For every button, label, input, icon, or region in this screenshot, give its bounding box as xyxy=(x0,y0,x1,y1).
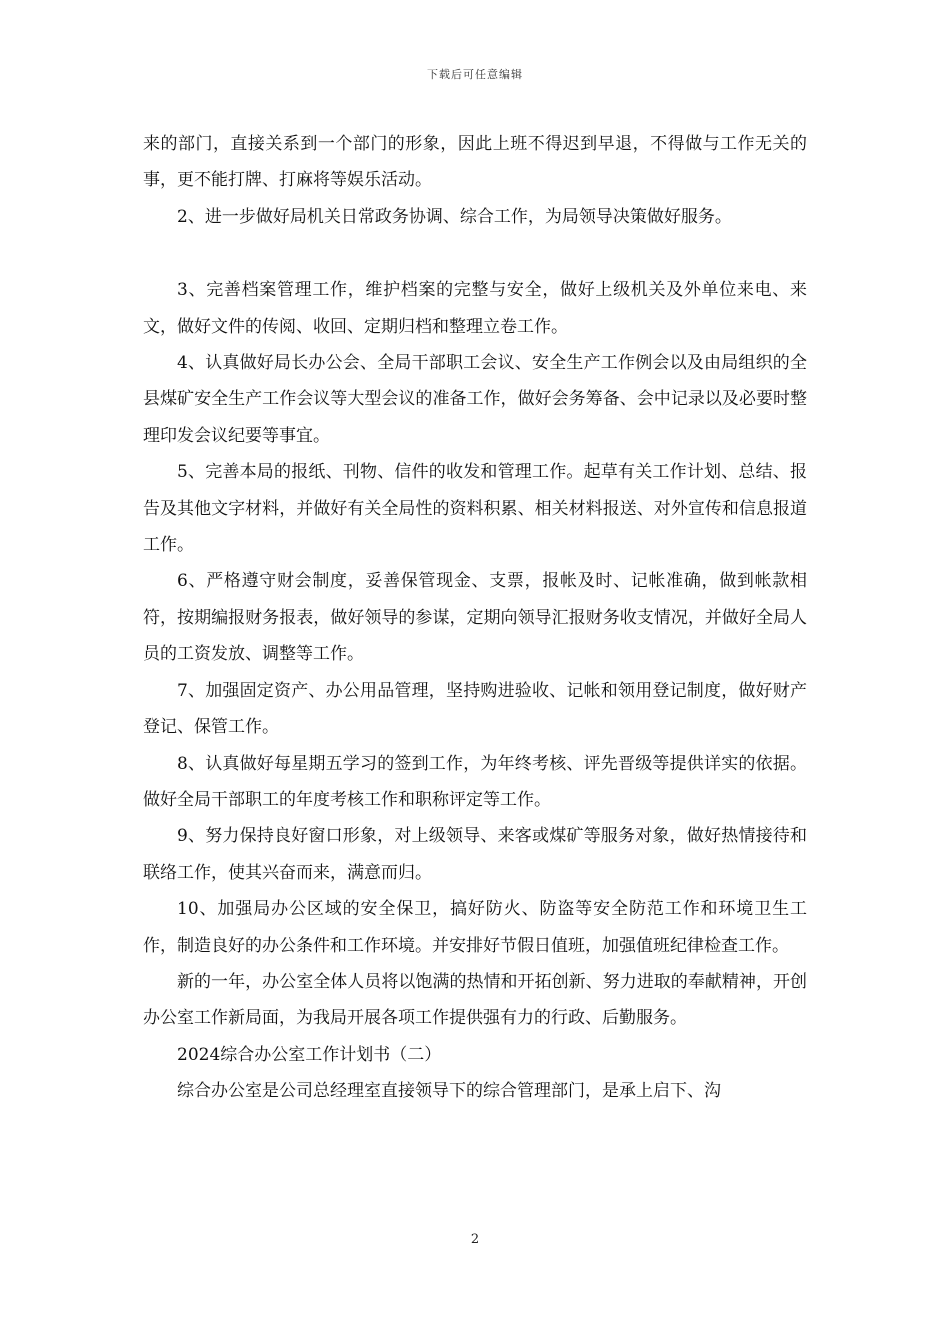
paragraph-conclusion: 新的一年，办公室全体人员将以饱满的热情和开拓创新、努力进取的奉献精神，开创办公室工作新局面，为我局开展各项工作提供强有力的行政、后勤服务。 xyxy=(143,971,807,1029)
paragraph-item-8: 8、认真做好每星期五学习的签到工作，为年终考核、评先晋级等提供详实的依据。做好全局干部职工的年度考核工作和职称评定等工作。 xyxy=(143,753,807,810)
paragraph-item-10: 10、加强局办公区域的安全保卫，搞好防火、防盗等安全防范工作和环境卫生工作，制造良好的办公条件和工作环境。并安排好节假日值班，加强值班纪律检查工作。 xyxy=(143,899,807,956)
paragraph-item-3: 3、完善档案管理工作，维护档案的完整与安全，做好上级机关及外单位来电、来文，做好文件的传阅、收回、定期归档和整理立卷工作。 xyxy=(143,280,807,337)
paragraph-continued: 来的部门，直接关系到一个部门的形象，因此上班不得迟到早退，不得做与工作无关的事，更不能打牌、打麻将等娱乐活动。 xyxy=(143,134,807,191)
paragraph-item-9: 9、努力保持良好窗口形象，对上级领导、来客或煤矿等服务对象，做好热情接待和联络工作，使其兴奋而来，满意而归。 xyxy=(143,826,807,883)
paragraph-item-7: 7、加强固定资产、办公用品管理，坚持购进验收、记帐和领用登记制度，做好财产登记、保管工作。 xyxy=(143,680,807,738)
blank-line xyxy=(143,235,807,272)
paragraph-item-2: 2、进一步做好局机关日常政务协调、综合工作，为局领导决策做好服务。 xyxy=(177,206,732,227)
paragraph-item-4: 4、认真做好局长办公会、全局干部职工会议、安全生产工作例会以及由局组织的全县煤矿安全生产工作会议等大型会议的准备工作，做好会务筹备、会中记录以及必要时整理印发会议纪要等事宜。 xyxy=(143,353,807,446)
document-body xyxy=(143,126,807,1110)
paragraph-item-6: 6、严格遵守财会制度，妥善保管现金、支票，报帐及时、记帐准确，做到帐款相符，按期编报财务报表，做好领导的参谋，定期向领导汇报财务收支情况，并做好全局人员的工资发放、调整等工作。 xyxy=(143,571,807,665)
paragraph-intro: 综合办公室是公司总经理室直接领导下的综合管理部门，是承上启下、沟 xyxy=(177,1081,721,1102)
paragraph-item-5: 5、完善本局的报纸、刊物、信件的收发和管理工作。起草有关工作计划、总结、报告及其他文字材料，并做好有关全局性的资料积累、相关材料报送、对外宣传和信息报道工作。 xyxy=(143,462,807,556)
section-title: 2024综合办公室工作计划书（二） xyxy=(177,1044,442,1065)
page-number: 2 xyxy=(470,1232,480,1247)
page-header: 下载后可任意编辑 xyxy=(427,68,523,81)
